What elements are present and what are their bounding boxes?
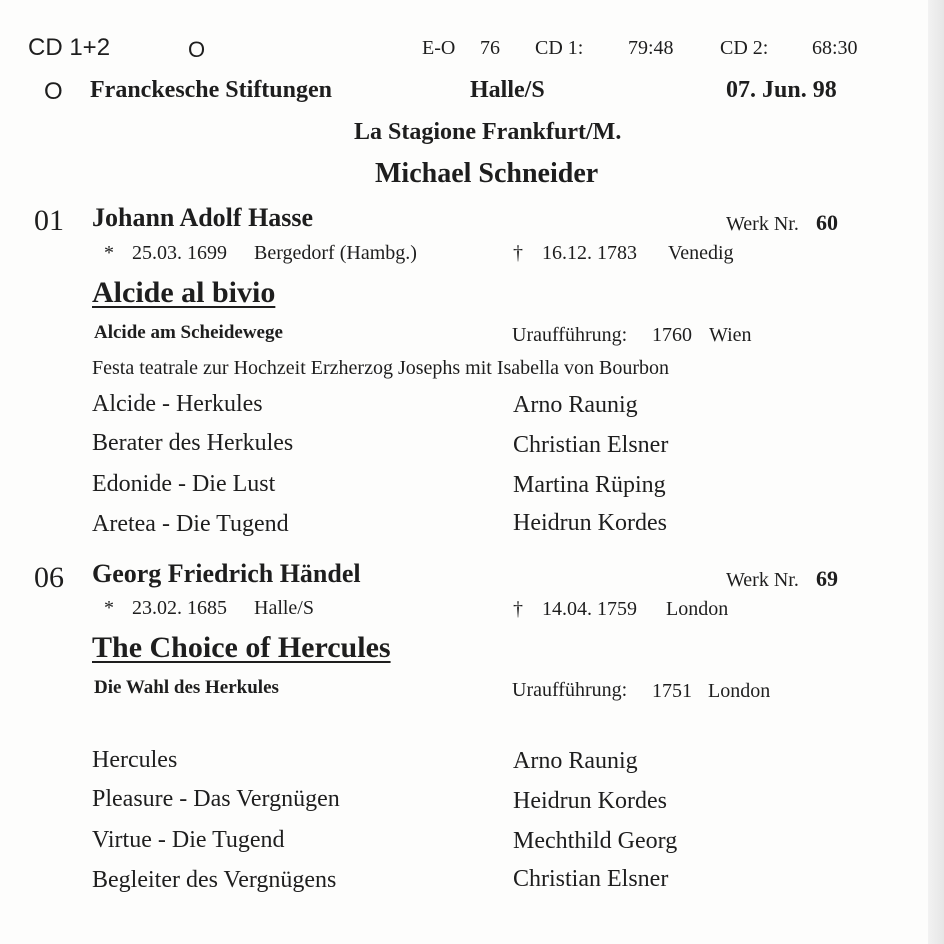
premiere-label: Uraufführung: xyxy=(512,324,628,346)
track-number: 01 xyxy=(34,204,64,237)
cd-mark: O xyxy=(188,37,206,62)
birth-place: Bergedorf (Hambg.) xyxy=(254,242,417,264)
premiere-label: Uraufführung: xyxy=(512,679,628,701)
cast-singer: Martina Rüping xyxy=(513,472,666,498)
cast-singer: Heidrun Kordes xyxy=(513,788,667,814)
death-place: London xyxy=(666,598,729,620)
cd-label: CD 1+2 xyxy=(28,34,111,61)
cast-role: Virtue - Die Tugend xyxy=(92,827,285,853)
cast-singer: Heidrun Kordes xyxy=(513,510,667,536)
track-number: 06 xyxy=(34,561,64,594)
cast-role: Edonide - Die Lust xyxy=(92,471,276,497)
cast-singer: Arno Raunig xyxy=(513,392,638,418)
premiere-place: London xyxy=(708,680,771,702)
cast-role: Alcide - Herkules xyxy=(92,391,263,417)
cast-role: Begleiter des Vergnügens xyxy=(92,867,337,893)
premiere-year: 1760 xyxy=(652,324,692,346)
werk-number: 60 xyxy=(816,210,838,235)
birth-mark: * xyxy=(104,242,114,264)
birth-date: 23.02. 1685 xyxy=(132,597,227,619)
venue-mark: O xyxy=(44,78,63,105)
conductor: Michael Schneider xyxy=(375,158,599,189)
werk-number: 69 xyxy=(816,566,838,591)
death-date: 14.04. 1759 xyxy=(542,598,637,620)
cast-singer: Christian Elsner xyxy=(513,432,669,458)
birth-date: 25.03. 1699 xyxy=(132,242,227,264)
birth-mark: * xyxy=(104,597,114,619)
cd1-time: 79:48 xyxy=(628,37,674,59)
eo-label: E-O xyxy=(422,37,456,59)
cast-role: Pleasure - Das Vergnügen xyxy=(92,786,340,812)
eo-value: 76 xyxy=(480,37,500,59)
premiere-year: 1751 xyxy=(652,680,692,702)
work-subtitle: Alcide am Scheidewege xyxy=(94,322,283,343)
cd1-label: CD 1: xyxy=(535,37,584,59)
cd2-label: CD 2: xyxy=(720,37,769,59)
work-subtitle: Die Wahl des Herkules xyxy=(94,677,279,698)
city: Halle/S xyxy=(470,77,545,103)
cast-singer: Arno Raunig xyxy=(513,748,638,774)
work-title: Alcide al bivio xyxy=(92,276,276,309)
werk-label: Werk Nr. xyxy=(726,213,799,235)
premiere-place: Wien xyxy=(709,324,752,346)
werk-label: Werk Nr. xyxy=(726,569,799,591)
ensemble: La Stagione Frankfurt/M. xyxy=(354,119,622,145)
venue: Franckesche Stiftungen xyxy=(90,77,332,103)
cast-role: Aretea - Die Tugend xyxy=(92,511,289,537)
cd2-time: 68:30 xyxy=(812,37,858,59)
composer-name: Georg Friedrich Händel xyxy=(92,559,361,588)
cast-role: Hercules xyxy=(92,747,178,773)
death-place: Venedig xyxy=(668,242,734,264)
composer-name: Johann Adolf Hasse xyxy=(92,203,314,232)
birth-place: Halle/S xyxy=(254,597,314,619)
cast-singer: Mechthild Georg xyxy=(513,828,678,854)
date: 07. Jun. 98 xyxy=(726,77,837,103)
cast-singer: Christian Elsner xyxy=(513,866,669,892)
cast-role: Berater des Herkules xyxy=(92,430,294,456)
work-note: Festa teatrale zur Hochzeit Erzherzog Josephs mit Isabella von Bourbon xyxy=(92,357,670,379)
death-mark: † xyxy=(513,598,523,620)
work-title: The Choice of Hercules xyxy=(92,631,391,664)
death-date: 16.12. 1783 xyxy=(542,242,637,264)
death-mark: † xyxy=(513,242,523,264)
card-edge xyxy=(928,0,944,944)
